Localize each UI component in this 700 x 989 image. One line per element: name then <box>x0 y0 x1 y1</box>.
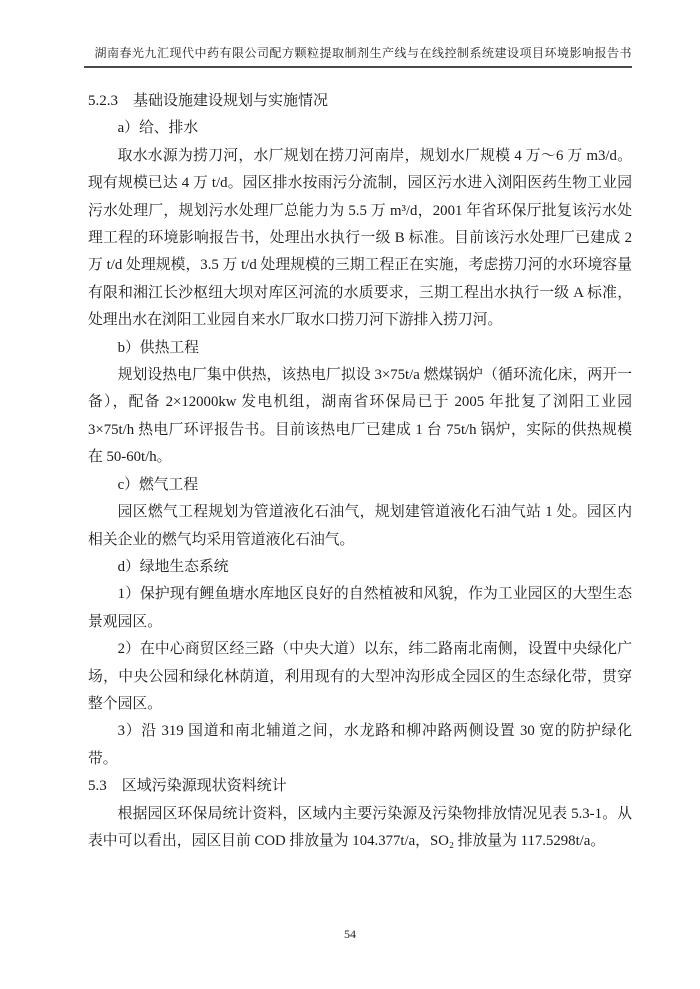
page-header <box>84 0 632 68</box>
greenbelt-item: 3）沿 319 国道和南北辅道之间，水龙路和柳冲路两侧设置 30 宽的防护绿化带。 <box>88 723 632 767</box>
page-number: 54 <box>344 927 356 941</box>
section-title: 区域污染源现状资料统计 <box>121 778 287 795</box>
greenbelt-item: 1）保护现有鲤鱼塘水库地区良好的自然植被和风貌，作为工业园区的大型生态景观园区。 <box>88 586 632 630</box>
page-footer <box>0 927 700 942</box>
subheading-water: a）给、排水 <box>117 120 199 137</box>
paragraph-gas: 园区燃气工程规划为管道液化石油气，规划建管道液化石油气站 1 处。园区内相关企业的燃气均采用管道液化石油气。 <box>88 504 632 548</box>
section-heading-53 <box>88 773 632 800</box>
document-body <box>88 88 632 855</box>
paragraph-water: 取水水源为捞刀河，水厂规划在捞刀河南岸，规划水厂规模 4 万～6 万 m3/d。现有规模已达 4 万 t/d。园区排水按雨污分流制，园区污水进入浏阳医药生物工业园污水处理厂，规划污水处理厂总能力为 5.5 万 m³/d，2001 年省环保厅批复该污水处理工程的环境影响报告书，处理出水执行一级 B 标准。目前该污水处理厂已建成 2 万 t/d 处理规模，3.5 万 t/d 处理规模的三期工程正在实施，考虑捞刀河的水环境容量有限和湘江长沙枢纽大坝对库区河流的水质要求，三期工程出水执行一级 A 标准，处理出水在浏阳工业园自来水厂取水口捞刀河下游排入捞刀河。 <box>88 147 632 329</box>
subheading-gas: c）燃气工程 <box>117 476 199 493</box>
paragraph-pollution: 根据园区环保局统计资料，区域内主要污染源及污染物排放情况见表 5.3-1。从表中可以看出，园区目前 COD 排放量为 104.377t/a，SO₂ 排放量为 117.5298t/a。 <box>88 805 632 849</box>
subheading-heating: b）供热工程 <box>117 339 199 356</box>
subheading-greenbelt: d）绿地生态系统 <box>117 558 229 575</box>
section-title: 基础设施建设规划与实施情况 <box>133 93 329 109</box>
greenbelt-item: 2）在中心商贸区经三路（中央大道）以东，纬二路南北南侧，设置中央绿化广场，中央公园和绿化林荫道，利用现有的大型冲沟形成全园区的生态绿化带，贯穿整个园区。 <box>88 641 632 712</box>
header-rule <box>84 66 632 68</box>
header-title: 湖南春光九汇现代中药有限公司配方颗粒提取制剂生产线与在线控制系统建设项目环境影响报告书 <box>94 46 632 60</box>
section-heading-523 <box>88 88 632 115</box>
section-number: 5.3 <box>88 778 107 795</box>
paragraph-heating: 规划设热电厂集中供热，该热电厂拟设 3×75t/a 燃煤锅炉（循环流化床，两开一备），配备 2×12000kw 发电机组，湖南省环保局已于 2005 年批复了浏阳工业园 3×75t/h 热电厂环评报告书。目前该热电厂已建成 1 台 75t/h 锅炉，实际的供热规模在 50-60t/h。 <box>88 367 632 466</box>
section-number: 5.2.3 <box>88 93 118 109</box>
